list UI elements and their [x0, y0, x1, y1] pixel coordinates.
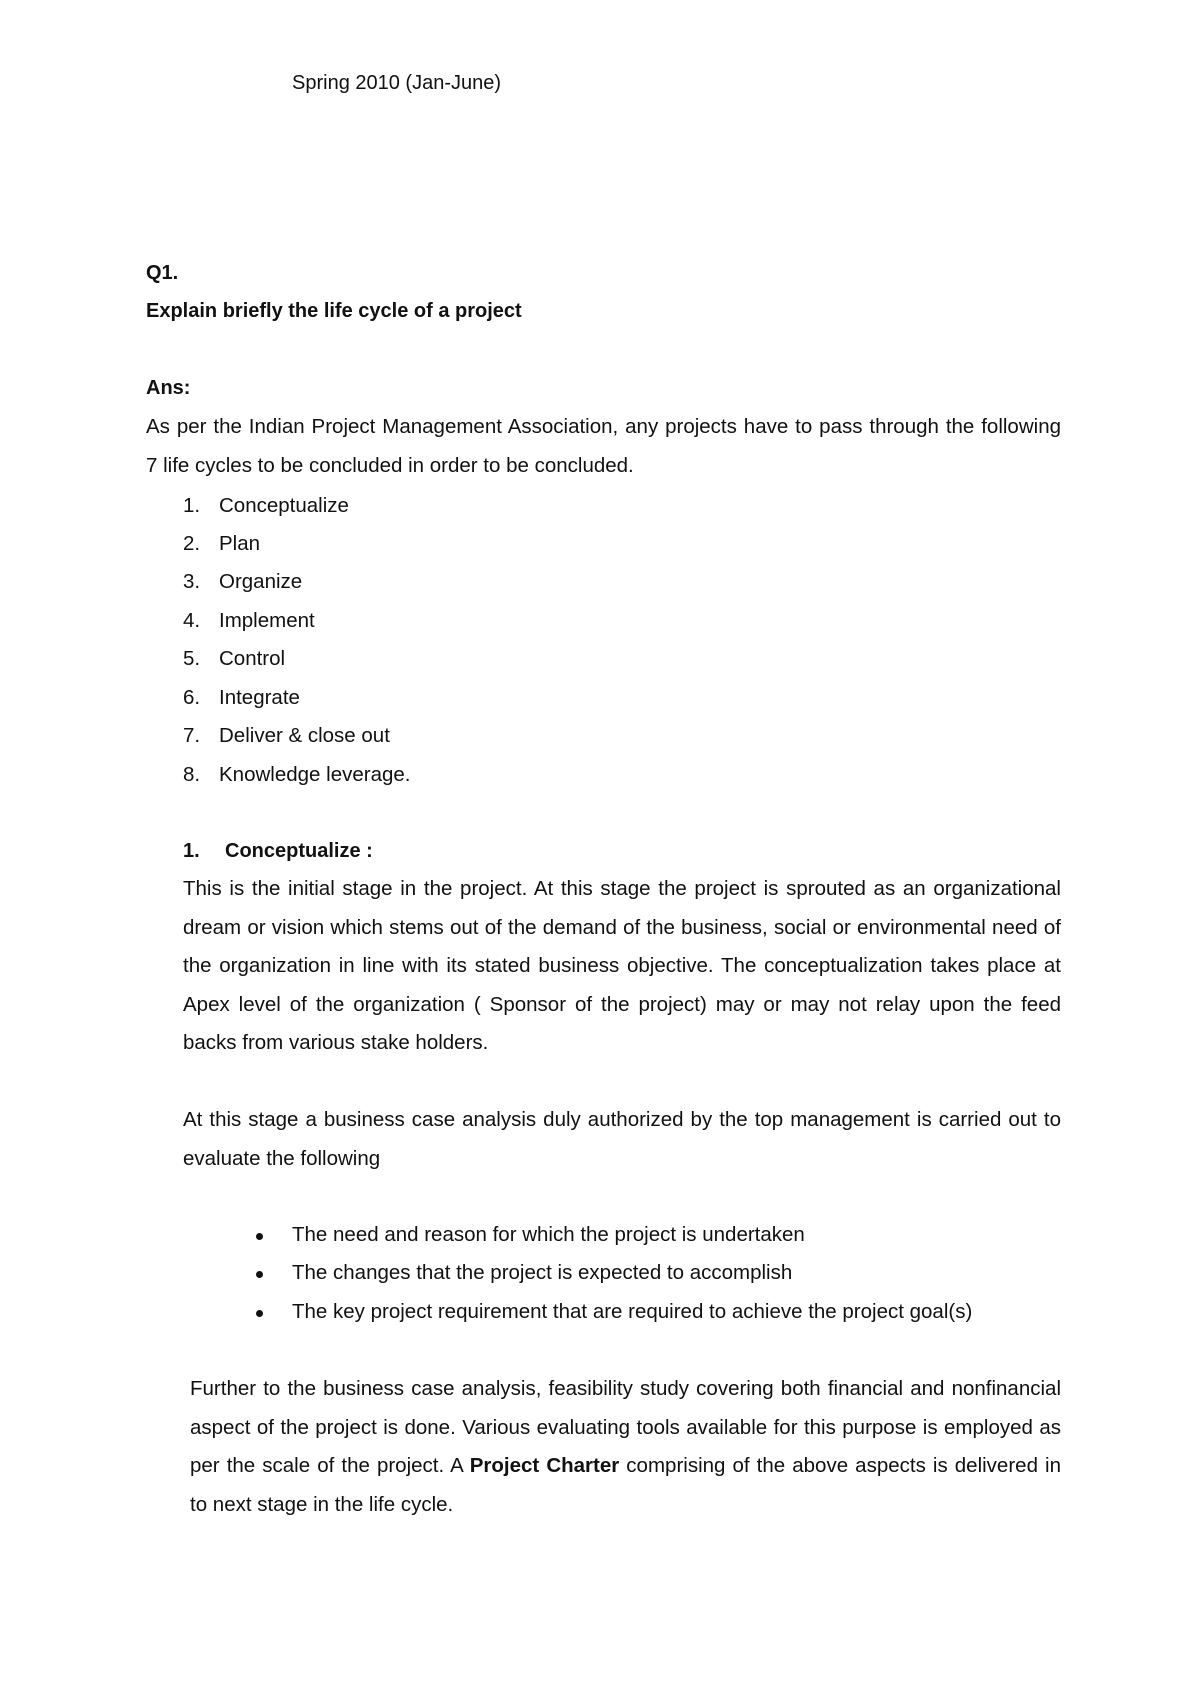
stage-item: Implement — [219, 609, 315, 632]
business-case-paragraph: At this stage a business case analysis duly authorized by the top management is carried out to evaluate the following — [183, 1108, 1061, 1170]
stage-number: 2. — [183, 532, 201, 555]
feasibility-text-end: comprising of the above aspects is delivered in to next stage in the life cycle. — [190, 1454, 1061, 1516]
stage-number: 5. — [183, 647, 201, 670]
stage-number: 8. — [183, 763, 201, 786]
stage-item: Deliver & close out — [219, 724, 390, 747]
bullet-icon — [256, 1271, 263, 1278]
stage-item: Conceptualize — [219, 494, 349, 517]
project-charter-term: Project Charter — [469, 1454, 620, 1477]
stage-number: 1. — [183, 494, 201, 517]
bullet-icon — [256, 1310, 263, 1317]
bullet-icon — [256, 1233, 263, 1240]
question-number: Q1. — [146, 262, 179, 284]
stage-number: 4. — [183, 609, 201, 632]
answer-intro: As per the Indian Project Management Association, any projects have to pass through the following 7 life cycles to be concluded in order to be concluded. — [146, 415, 1061, 477]
bullet-item: The changes that the project is expected to accomplish — [292, 1261, 793, 1284]
feasibility-paragraph — [190, 1370, 1061, 1524]
answer-label: Ans: — [146, 377, 191, 399]
stage-number: 7. — [183, 724, 201, 747]
question-title: Explain briefly the life cycle of a project — [146, 300, 522, 322]
stage-item: Plan — [219, 532, 261, 555]
stage-item: Knowledge leverage. — [219, 763, 411, 786]
bullet-item: The key project requirement that are required to achieve the project goal(s) — [292, 1300, 973, 1323]
bullet-item: The need and reason for which the project is undertaken — [292, 1223, 805, 1246]
section-number: 1. — [183, 840, 200, 862]
stage-item: Organize — [219, 570, 303, 593]
section-heading: Conceptualize : — [225, 840, 373, 862]
stage-number: 6. — [183, 686, 201, 709]
stage-number: 3. — [183, 570, 201, 593]
term-header: Spring 2010 (Jan-June) — [292, 72, 502, 94]
feasibility-text: Further to the business case analysis, feasibility study covering both financial and nonfinancial aspect of the project is done. Various evaluating tools available for this purpose is employed as per the scale of the project. A — [190, 1377, 1061, 1477]
stage-item: Integrate — [219, 686, 300, 709]
conceptualize-paragraph: This is the initial stage in the project. At this stage the project is sprouted as an organizational dream or vision which stems out of the demand of the business, social or environmental need of the organization in line with its stated business objective. The conceptualization takes place at Apex level of the organization ( Sponsor of the project) may or may not relay upon the feed backs from various stake holders. — [183, 877, 1061, 1054]
stage-item: Control — [219, 647, 286, 670]
